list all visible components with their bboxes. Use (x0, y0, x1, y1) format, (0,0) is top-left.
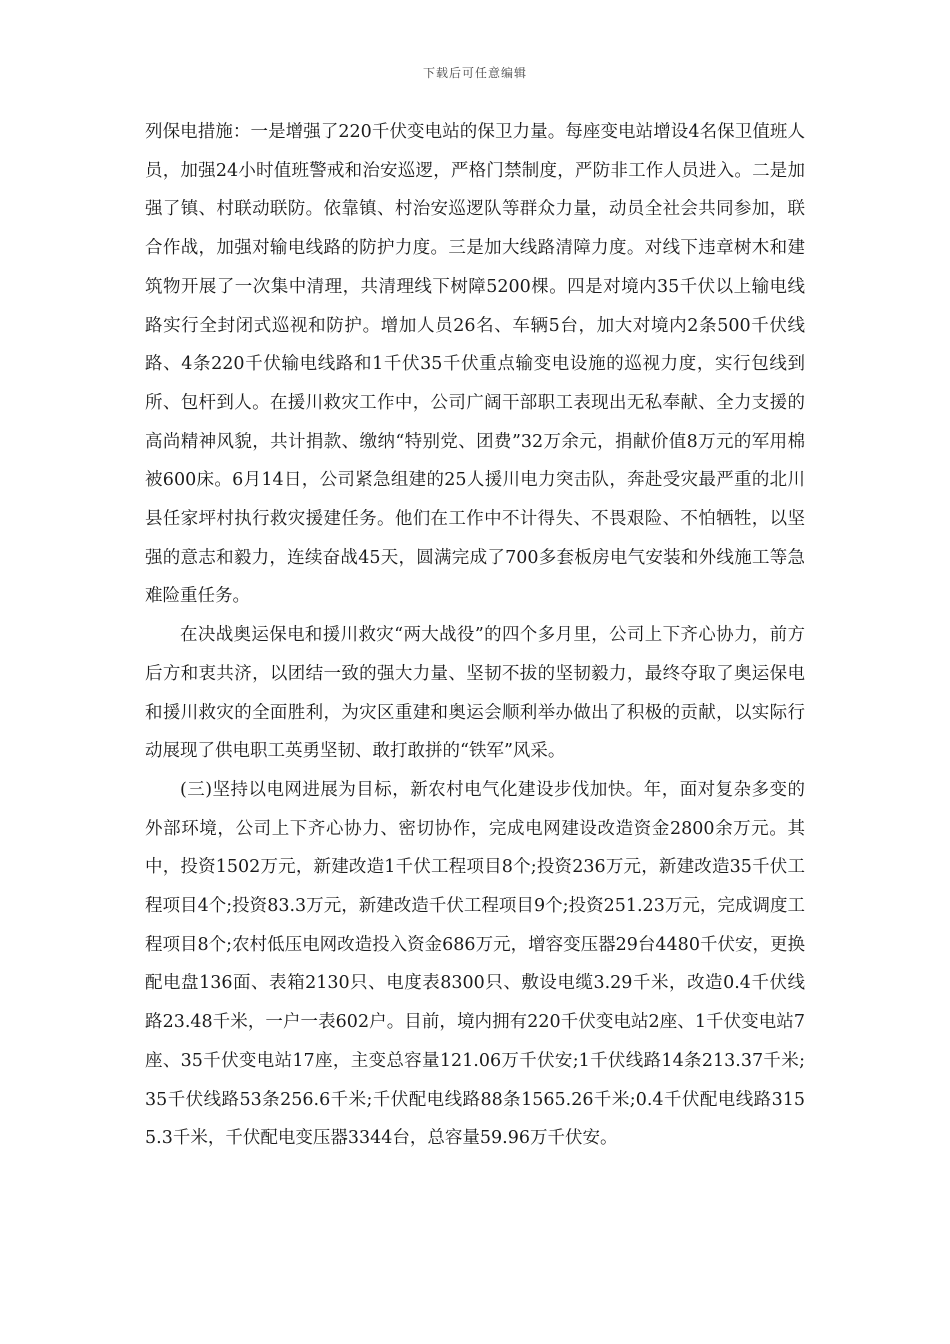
paragraph-power-protection-measures: 列保电措施：一是增强了220千伏变电站的保卫力量。每座变电站增设4名保卫值班人员，加强24小时值班警戒和治安巡逻，严格门禁制度，严防非工作人员进入。二是加强了镇、村联动联防。依靠镇、村治安巡逻队等群众力量，动员全社会共同参加，联合作战，加强对输电线路的防护力度。三是加大线路清障力度。对线下违章树木和建筑物开展了一次集中清理，共清理线下树障5200棵。四是对境内35千伏以上输电线路实行全封闭式巡视和防护。增加人员26名、车辆5台，加大对境内2条500千伏线路、4条220千伏输电线路和1千伏35千伏重点输变电设施的巡视力度，实行包线到所、包杆到人。在援川救灾工作中，公司广阔干部职工表现出无私奉献、全力支援的高尚精神风貌，共计捐款、缴纳“特别党、团费”32万余元，捐献价值8万元的军用棉被600床。6月14日，公司紧急组建的25人援川电力突击队，奔赴受灾最严重的北川县任家坪村执行救灾援建任务。他们在工作中不计得失、不畏艰险、不怕牺牲，以坚强的意志和毅力，连续奋战45天，圆满完成了700多套板房电气安装和外线施工等急难险重任务。 (145, 122, 805, 607)
paragraph-grid-construction: (三)坚持以电网进展为目标，新农村电气化建设步伐加快。年，面对复杂多变的外部环境，公司上下齐心协力、密切协作，完成电网建设改造资金2800余万元。其中，投资1502万元，新建改造1千伏工程项目8个;投资236万元，新建改造35千伏工程项目4个;投资83.3万元，新建改造千伏工程项目9个;投资251.23万元，完成调度工程项目8个;农村低压电网改造投入资金686万元，增容变压器29台4480千伏安，更换配电盘136面、表箱2130只、电度表8300只、敷设电缆3.29千米，改造0.4千伏线路23.48千米，一户一表602户。目前，境内拥有220千伏变电站2座、1千伏变电站7座、35千伏变电站17座，主变总容量121.06万千伏安;1千伏线路14条213.37千米;35千伏线路53条256.6千米;千伏配电线路88条1565.26千米;0.4千伏配电线路3155.3千米，千伏配电变压器3344台，总容量59.96万千伏安。 (145, 779, 805, 1149)
paragraph-two-battles-summary: 在决战奥运保电和援川救灾“两大战役”的四个多月里，公司上下齐心协力，前方后方和衷共济，以团结一致的强大力量、坚韧不拔的坚韧毅力，最终夺取了奥运保电和援川救灾的全面胜利，为灾区重建和奥运会顺利举办做出了积极的贡献，以实际行动展现了供电职工英勇坚韧、敢打敢拼的“铁军”风采。 (145, 625, 805, 762)
document-body (145, 113, 805, 1158)
page-header-note: 下载后可任意编辑 (422, 66, 527, 80)
